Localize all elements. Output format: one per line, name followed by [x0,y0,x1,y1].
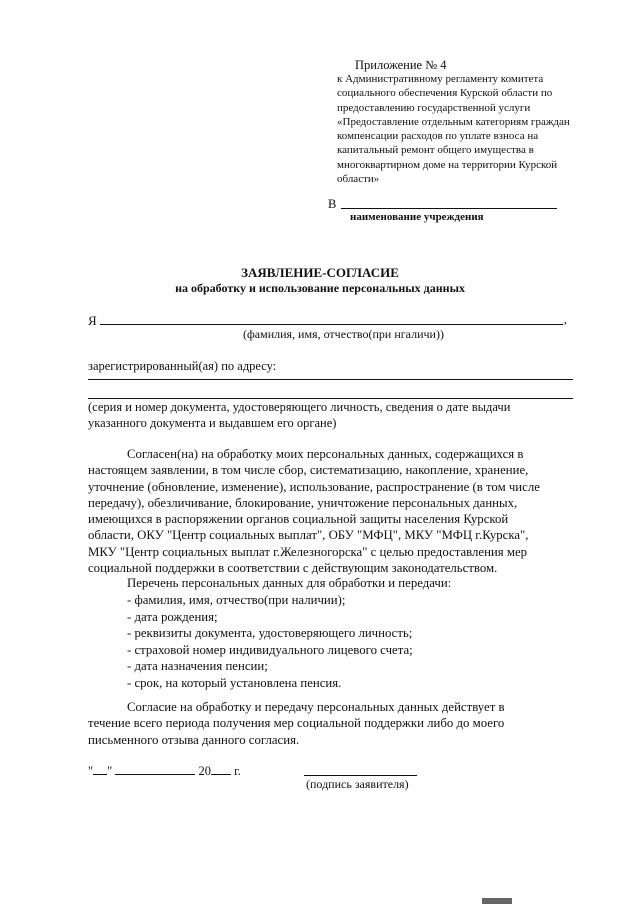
appendix-line: к Административному регламенту комитета [337,73,544,85]
addressee-field[interactable] [341,208,557,209]
day-field[interactable] [93,763,107,775]
consent-paragraph [88,446,593,576]
caption-line: указанного документа и выдавшем его органе) [88,416,337,430]
list-item: - дата рождения; [127,609,218,624]
year-suffix: г. [234,764,241,778]
validity-line: письменного отзыва данного согласия. [88,732,300,747]
applicant-name-field[interactable] [100,324,563,325]
document-subtitle: на обработку и использование персональных данных [175,281,465,295]
consent-line: области, ОКУ "Центр социальных выплат", ОБУ "МФЦ", МКУ "МФЦ г.Курска", [88,528,529,543]
appendix-line: области» [337,173,380,186]
list-item: - срок, на который установлена пенсия. [127,675,342,690]
appendix-line: компенсации расходов по уплате взноса на [337,130,539,143]
addressee-prefix: В [328,197,337,211]
list-item: - фамилия, имя, отчество(при наличии); [127,593,346,607]
year-field[interactable] [211,763,231,775]
personal-data-list [127,592,413,692]
appendix-reference [337,72,590,186]
document-title: ЗАЯВЛЕНИЕ-СОГЛАСИЕ [241,265,399,280]
consent-validity-paragraph [88,699,593,748]
consent-line: Согласен(на) на обработку моих персональных данных, содержащихся в [127,447,524,461]
list-item: - реквизиты документа, удостоверяющего личность; [127,626,413,641]
addressee-caption: наименование учреждения [350,211,484,223]
scan-mark [482,898,512,904]
applicant-prefix: Я [88,313,97,328]
list-item: - страховой номер индивидуального лицевого счета; [127,642,413,657]
date-close-quote: " [107,764,113,778]
data-list-title: Перечень персональных данных для обработки и передачи: [127,576,452,590]
address-field[interactable] [88,379,573,380]
appendix-title: Приложение № 4 [355,58,447,72]
signature-caption: (подпись заявителя) [306,777,409,791]
appendix-line: капитальный ремонт общего имущества в [337,144,534,157]
consent-line: передачу), обезличивание, блокирование, уничтожение персональных данных, [88,495,518,510]
validity-line: течение всего периода получения мер социальной поддержки либо до моего [88,716,505,731]
consent-line: МКУ "Центр социальных выплат г.Железногорска" с целью предоставления мер [88,544,528,559]
signature-field[interactable] [304,775,417,776]
consent-line: настоящем заявлении, в том числе сбор, систематизацию, накопление, хранение, [88,463,529,478]
validity-line: Согласие на обработку и передачу персональных данных действует в [127,700,505,714]
date-field-group [88,763,241,779]
registered-address-label: зарегистрированный(ая) по адресу: [88,359,277,373]
year-century: 20 [198,764,211,778]
appendix-line: социального обеспечения Курской области по [337,87,553,100]
appendix-line: многоквартирном доме на территории Курской [337,158,558,171]
appendix-line: предоставлению государственной услуги [337,101,531,114]
appendix-line: «Предоставление отдельным категориям граждан [337,115,570,128]
consent-line: социальной поддержки в соответствии с действующим законодательством. [88,561,498,576]
date-open-quote: " [88,764,94,778]
applicant-suffix: , [564,312,567,326]
month-field[interactable] [115,763,195,775]
document-details-caption [88,399,593,431]
applicant-caption: (фамилия, имя, отчество(при нгаличи)) [243,327,444,341]
consent-line: уточнение (обновление, изменение), использование, распространение (в том числе [88,479,540,494]
consent-line: имеющихся в распоряжении органов социальной защиты населения Курской [88,512,509,527]
caption-line: (серия и номер документа, удостоверяющего личность, сведения о дате выдачи [88,400,511,414]
list-item: - дата назначения пенсии; [127,659,268,674]
